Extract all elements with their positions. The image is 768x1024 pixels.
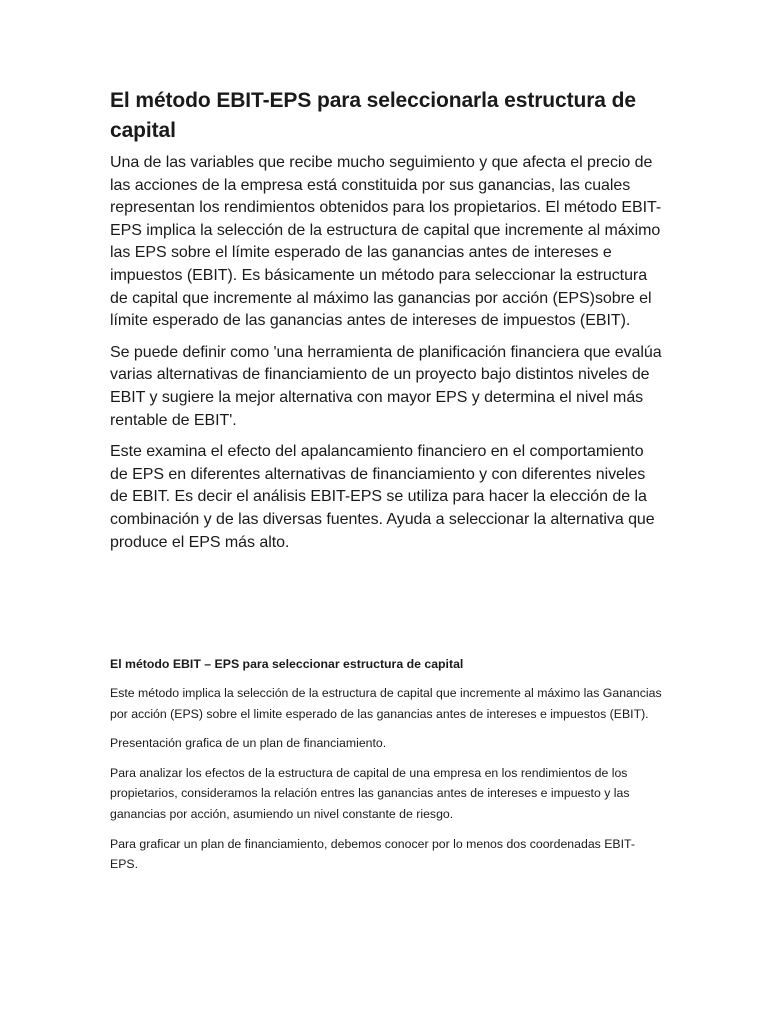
- notes-title: El método EBIT – EPS para seleccionar estructura de capital: [110, 657, 464, 671]
- article-paragraph-1: Una de las variables que recibe mucho seguimiento y que afecta el precio de las acciones de la empresa está constituida por sus ganancias, las cuales representan los rendimientos obtenidos para los propietarios. El método EBIT-EPS implica la selección de la estructura de capital que incremente al máximo las EPS sobre el límite esperado de las ganancias antes de intereses e impuestos (EBIT). Es básicamente un método para seleccionar la estructura de capital que incremente al máximo las ganancias por acción (EPS)sobre el límite esperado de las ganancias antes de intereses de impuestos (EBIT).: [110, 154, 662, 330]
- article-title: El método EBIT-EPS para seleccionarla estructura de capital: [110, 89, 636, 142]
- notes-paragraph-2: Presentación grafica de un plan de financiamiento.: [110, 736, 387, 751]
- notes-paragraph-3: Para analizar los efectos de la estructura de capital de una empresa en los rendimientos de los propietarios, consideramos la relación entres las ganancias antes de intereses e impuesto y las ganancias por acción, asumiendo un nivel constante de riesgo.: [110, 765, 630, 821]
- notes-section: [110, 654, 662, 884]
- article-paragraph-3: Este examina el efecto del apalancamiento financiero en el comportamiento de EPS en diferentes alternativas de financiamiento y con diferentes niveles de EBIT. Es decir el análisis EBIT-EPS se utiliza para hacer la elección de la combinación y de las diversas fuentes. Ayuda a seleccionar la alternativa que produce el EPS más alto.: [110, 443, 655, 551]
- notes-paragraph-4: Para graficar un plan de financiamiento, debemos conocer por lo menos dos coordenadas EBIT-EPS.: [110, 836, 635, 872]
- notes-paragraph-1: Este método implica la selección de la estructura de capital que incremente al máximo las Ganancias por acción (EPS) sobre el limite esperado de las ganancias antes de intereses e impuestos (EBIT).: [110, 686, 662, 721]
- article-section: [110, 86, 662, 563]
- article-paragraph-2: Se puede definir como 'una herramienta de planificación financiera que evalúa varias alternativas de financiamiento de un proyecto bajo distintos niveles de EBIT y sugiere la mejor alternativa con mayor EPS y determina el nivel más rentable de EBIT'.: [110, 343, 662, 429]
